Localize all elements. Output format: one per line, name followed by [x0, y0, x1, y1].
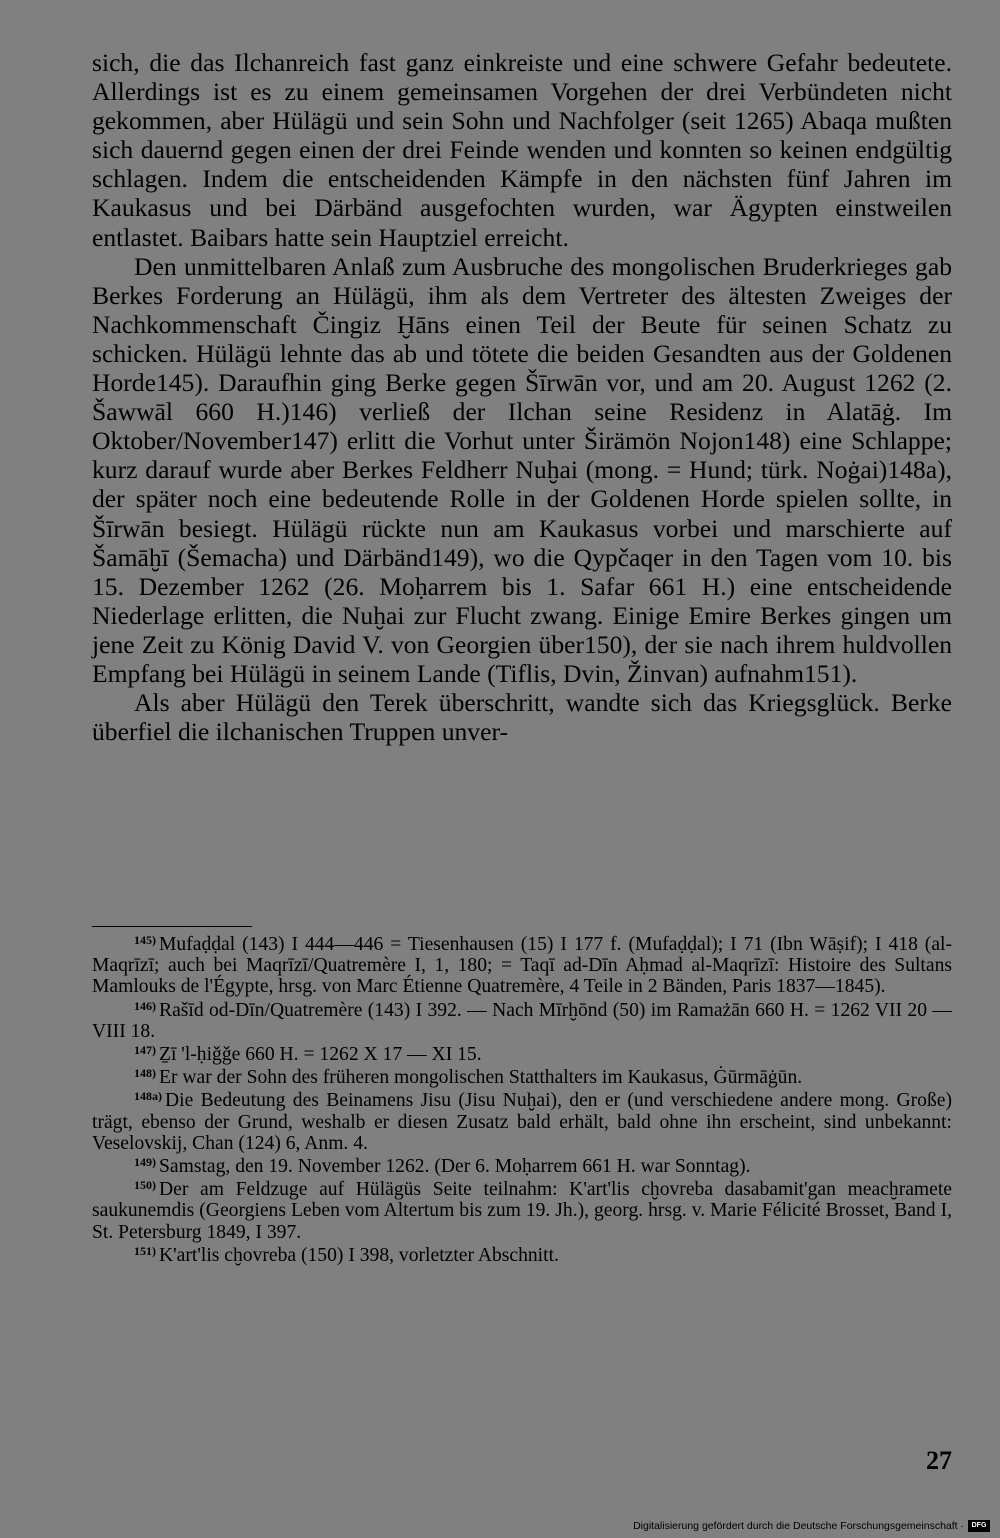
footnote-number: 147)	[134, 1043, 156, 1058]
footnote-text: Samstag, den 19. November 1262. (Der 6. Moḥarrem 661 H. war Sonntag).	[159, 1156, 751, 1178]
footnote-number: 145)	[134, 933, 156, 947]
digitization-credit	[633, 1520, 990, 1532]
footnote-text: Ẕī 'l-ḥiǧǧe 660 H. = 1262 X 17 — XI 15.	[159, 1044, 482, 1066]
footnote-text: Mufaḍḍal (143) I 444—446 = Tiesenhausen (15) I 177 f. (Mufaḍḍal); I 71 (Ibn Wāṣif); I 418 (al-Maqrīzī; auch bei Maqrīzī/Quatremère I, 1, 180; = Taqī ad-Dīn Aḥmad al-Maqrīzī: Histoire des Sultans Mamlouks de l'Égypte, hrsg. von Marc Étienne Quatremère, 4 Teile in 2 Bänden, Paris 1837—1845).	[92, 934, 952, 998]
page-number: 27	[926, 1446, 952, 1475]
footnote-number: 148a)	[134, 1089, 162, 1104]
footnote	[92, 1090, 952, 1154]
main-text	[92, 48, 952, 746]
footnote	[92, 1067, 952, 1088]
footnote	[92, 1179, 952, 1243]
dfg-logo-icon: DFG	[968, 1520, 990, 1532]
paragraph-3: Als aber Hülägü den Terek überschritt, wandte sich das Kriegsglück. Berke überfiel die ilchanischen Truppen unver-	[92, 688, 952, 747]
footnote-text: Der am Feldzuge auf Hülägüs Seite teilnahm: K'art'lis cḫovreba dasabamit'gan meacḫramete saukunemdis (Georgiens Leben vom Altertum bis zum 19. Jh.), georg. hrsg. v. Marie Félicité Brosset, Band I, St. Petersburg 1849, I 397.	[92, 1179, 952, 1243]
footnote-number: 151)	[134, 1243, 156, 1258]
credit-text: Digitalisierung gefördert durch die Deutsche Forschungsgemeinschaft ·	[633, 1520, 964, 1532]
footnote	[92, 934, 952, 998]
footnote	[92, 1245, 952, 1266]
footnote-text: Rašīd od-Dīn/Quatremère (143) I 392. — Nach Mīrḫōnd (50) im Ramażān 660 H. = 1262 VII 20 — VIII 18.	[92, 999, 952, 1042]
paragraph-2: Den unmittelbaren Anlaß zum Ausbruche des mongolischen Bruderkrieges gab Berkes Forderung an Hülägü, ihm als dem Vertreter des ältesten Zweiges der Nachkommenschaft Čingiz Ḫāns einen Teil der Beute für seinen Schatz zu schicken. Hülägü lehnte das ab und tötete die beiden Gesandten aus der Goldenen Horde145). Daraufhin ging Berke gegen Šīrwān vor, und am 20. August 1262 (2. Šawwāl 660 H.)146) verließ der Ilchan seine Residenz in Alatāġ. Im Oktober/November147) erlitt die Vorhut unter Širämön Nojon148) eine Schlappe; kurz darauf wurde aber Berkes Feldherr Nuḫai (mong. = Hund; türk. Noġai)148a), der später noch eine bedeutende Rolle in der Goldenen Horde spielen sollte, in Šīrwān besiegt. Hülägü rückte nun am Kaukasus vorbei und marschierte auf Šamāḫī (Šemacha) und Därbänd149), wo die Qypčaqer in den Tagen vom 10. bis 15. Dezember 1262 (26. Moḥarrem bis 1. Safar 661 H.) eine entscheidende Niederlage erlitten, die Nuḫai zur Flucht zwang. Einige Emire Berkes gingen um jene Zeit zu König David V. von Georgien über150), der sie nach ihrem huldvollen Empfang bei Hülägü in seinem Lande (Tiflis, Dvin, Žinvan) aufnahm151).	[92, 251, 952, 688]
footnote-number: 146)	[134, 998, 156, 1013]
footnote-number: 149)	[134, 1155, 156, 1170]
paragraph-1: sich, die das Ilchanreich fast ganz einkreiste und eine schwere Gefahr bedeutete. Allerdings ist es zu einem gemeinsamen Vorgehen der drei Verbündeten nicht gekommen, aber Hülägü und sein Sohn und Nachfolger (seit 1265) Abaqa mußten sich dauernd gegen einen der drei Feinde wenden und konnten so keinen endgültig schlagen. Indem die entscheidenden Kämpfe in den nächsten fünf Jahren im Kaukasus und bei Därbänd ausgefochten wurden, war Ägypten einstweilen entlastet. Baibars hatte sein Hauptziel erreicht.	[92, 48, 952, 252]
footnote-text: K'art'lis cḫovreba (150) I 398, vorletzter Abschnitt.	[159, 1244, 559, 1266]
footnote-text: Er war der Sohn des früheren mongolischen Statthalters im Kaukasus, Ġūrmāġūn.	[159, 1067, 803, 1089]
footnotes	[92, 934, 952, 1268]
footnote-number: 150)	[134, 1178, 156, 1193]
footnote-number: 148)	[134, 1066, 156, 1081]
footnote-text: Die Bedeutung des Beinamens Jisu (Jisu Nuḫai), den er (und verschiedene andere mong. Große) trägt, ebenso der Grund, weshalb er diesen Zusatz bald erhält, bald ohne ihn erscheint, sind unbekannt: Veselovskij, Chan (124) 6, Anm. 4.	[92, 1090, 952, 1154]
footnote	[92, 1156, 952, 1177]
footnote-divider	[92, 926, 252, 927]
footnote	[92, 1044, 952, 1065]
footnote	[92, 1000, 952, 1042]
